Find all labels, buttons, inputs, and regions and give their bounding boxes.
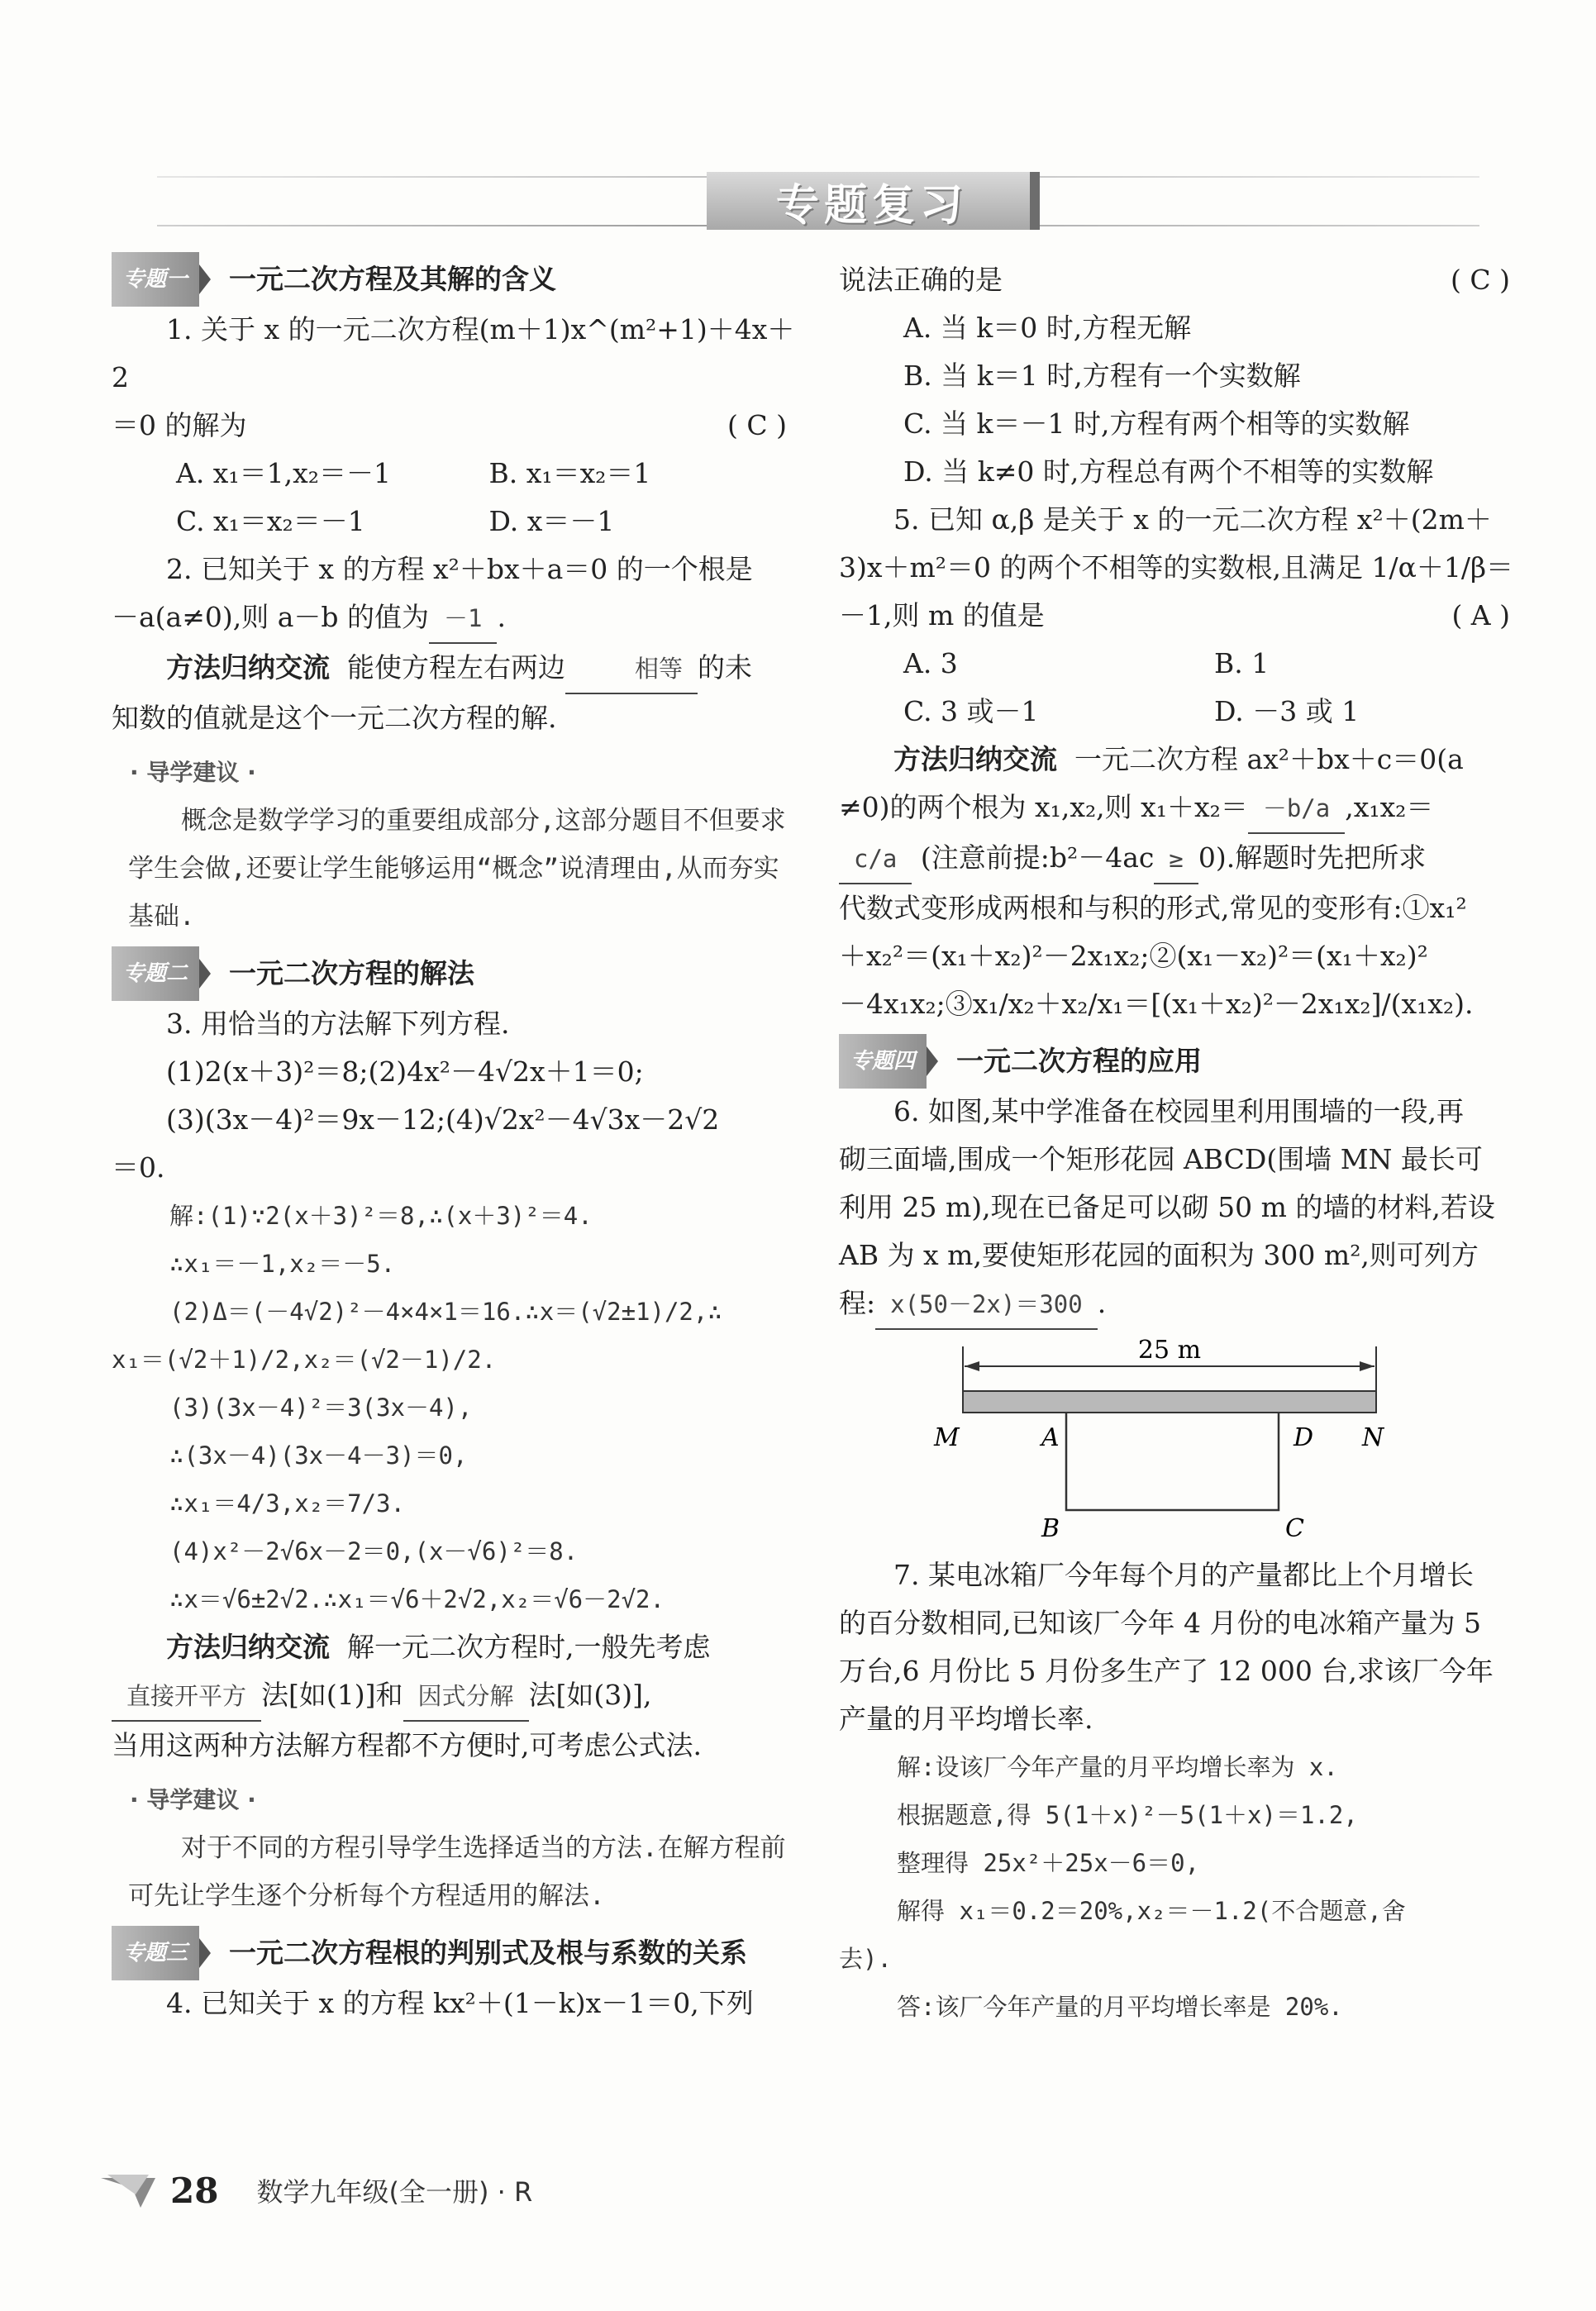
method-2-line2: 直接开平方 法[如(1)]和 因式分解 法[如(3)], [112, 1671, 802, 1722]
method-3-line3: c/a (注意前提:b²－4ac ≥ 0).解题时先把所求 [839, 834, 1525, 884]
topic-title: 一元二次方程及其解的含义 [229, 263, 557, 295]
method-1-line2: 知数的值就是这个一元二次方程的解. [112, 702, 557, 734]
garden-rect [1066, 1413, 1279, 1510]
method-3-fill-product: c/a [839, 835, 912, 884]
topic-title: 一元二次方程的应用 [956, 1045, 1203, 1077]
q3-eq-3: ＝0. [112, 1151, 165, 1184]
q5-options-cd [839, 688, 1525, 736]
topic-arrow-icon [199, 264, 211, 294]
q7-solution-line: 解得 x₁＝0.2＝20%,x₂＝－1.2(不合题意,舍 [897, 1897, 1406, 1925]
q4-option-b: B. 当 k＝1 时,方程有一个实数解 [903, 360, 1301, 392]
topic-2-heading [112, 952, 802, 995]
q4-stem-2: 说法正确的是 ( C ) [839, 256, 1525, 304]
q6-stem: 6. 如图,某中学准备在校园里利用围墙的一段,再 [893, 1095, 1464, 1127]
page-footer [99, 2170, 532, 2211]
topic-arrow-icon [199, 1938, 211, 1968]
topic-4-heading [839, 1040, 1525, 1083]
q4-option-a: A. 当 k＝0 时,方程无解 [903, 312, 1192, 344]
q2-fill-answer: －1 [429, 594, 497, 644]
q1-option-c: C. x₁＝x₂＝－1 [176, 505, 365, 537]
method-1: 方法归纳交流 能使方程左右两边 相等 的未 [112, 644, 802, 694]
q6-stem-5: 程: x(50－2x)＝300 . [839, 1279, 1525, 1330]
q6-stem-3: 利用 25 m),现在已备足可以砌 50 m 的墙的材料,若设 [839, 1191, 1495, 1223]
dim-arrow-right-icon [1360, 1361, 1374, 1371]
q5-stem-3: －1,则 m 的值是 ( A ) [839, 592, 1525, 640]
q5-answer: ( A ) [1451, 599, 1510, 631]
topic-tag: 专题二 [112, 946, 199, 1001]
q6-fill-answer: x(50－2x)＝300 [875, 1280, 1098, 1330]
q7-solution-line: 答:该厂今年产量的月平均增长率是 20%. [897, 1993, 1343, 2021]
label-a: A [1041, 1423, 1060, 1452]
q1-option-a: A. x₁＝1,x₂＝－1 [176, 457, 391, 489]
q7-stem-3: 万台,6 月份比 5 月份多生产了 12 000 台,求该厂今年 [839, 1655, 1494, 1687]
q7-stem-4: 产量的月平均增长率. [839, 1703, 1093, 1735]
method-2: 方法归纳交流 解一元二次方程时,一般先考虑 [166, 1631, 711, 1663]
right-column [839, 256, 1525, 2031]
q7-solution-line: 解:设该厂今年产量的月平均增长率为 x. [897, 1753, 1338, 1781]
topic-3-heading [112, 1932, 802, 1975]
q1-stem: 1. 关于 x 的一元二次方程(m＋1)x^(m²+1)＋4x＋2 [112, 313, 795, 393]
section-banner: 专题复习 [707, 172, 1037, 230]
method-3-fill-sum: －b/a [1248, 784, 1345, 834]
q5-option-a: A. 3 [903, 647, 958, 679]
q3-solution-line: x₁＝(√2＋1)/2,x₂＝(√2－1)/2. [112, 1346, 497, 1374]
q3-eq-1: (1)2(x＋3)²＝8;(2)4x²－4√2x＋1＝0; [166, 1055, 644, 1088]
method-2-line3: 当用这两种方法解方程都不方便时,可考虑公式法. [112, 1729, 702, 1761]
q1-answer: ( C ) [727, 409, 787, 441]
dim-label: 25 m [1137, 1338, 1202, 1365]
guide-2-text: 对于不同的方程引导学生选择适当的方法.在解方程前可先让学生逐个分析每个方程适用的解法. [128, 1833, 786, 1911]
q3-solution-line: 解:(1)∵2(x＋3)²＝8,∴(x＋3)²＝4. [169, 1202, 593, 1230]
q7-solution-line: 去). [839, 1945, 892, 1973]
label-n: N [1362, 1423, 1384, 1452]
q4-answer: ( C ) [1451, 264, 1510, 296]
method-label: 方法归纳交流 [893, 743, 1057, 775]
label-b: B [1041, 1514, 1060, 1543]
q5-option-b: B. 1 [1214, 647, 1270, 679]
q1-options-cd [112, 498, 802, 546]
left-column [112, 256, 802, 2027]
q1-stem-2: ＝0 的解为 ( C ) [112, 402, 802, 450]
guide-1-text: 概念是数学学习的重要组成部分,这部分题目不但要求学生会做,还要让学生能够运用“概念”说清理由,从而夯实基础. [128, 806, 786, 932]
label-d: D [1293, 1423, 1314, 1452]
garden-figure [839, 1338, 1525, 1545]
q4-stem: 4. 已知关于 x 的方程 kx²＋(1－k)x－1＝0,下列 [166, 1987, 754, 2019]
q3-solution-line: ∴x₁＝－1,x₂＝－5. [169, 1250, 396, 1278]
q5-stem-2: 3)x＋m²＝0 的两个不相等的实数根,且满足 1/α＋1/β＝ [839, 551, 1514, 584]
q3-solution-line: ∴(3x－4)(3x－4－3)＝0, [169, 1441, 468, 1470]
guide-1-heading: · 导学建议 · [130, 759, 256, 786]
q4-option-c: C. 当 k＝－1 时,方程有两个相等的实数解 [903, 407, 1410, 440]
label-m: M [934, 1423, 960, 1452]
topic-tag: 专题四 [839, 1034, 927, 1089]
topic-title: 一元二次方程根的判别式及根与系数的关系 [229, 1937, 748, 1969]
q7-stem-2: 的百分数相同,已知该厂今年 4 月份的电冰箱产量为 5 [839, 1607, 1481, 1639]
q2-stem-2: －a(a≠0),则 a－b 的值为 －1 . [112, 593, 802, 644]
method-3: 方法归纳交流 一元二次方程 ax²＋bx＋c＝0(a [893, 743, 1464, 775]
q5-option-d: D. －3 或 1 [1214, 695, 1360, 727]
q3-stem: 3. 用恰当的方法解下列方程. [166, 1008, 510, 1040]
q1-options-ab [112, 450, 802, 498]
method-3-line6: －4x₁x₂;③x₁/x₂＋x₂/x₁＝[(x₁＋x₂)²－2x₁x₂]/(x₁x₂). [839, 988, 1474, 1020]
method-label: 方法归纳交流 [166, 651, 330, 684]
method-label: 方法归纳交流 [166, 1631, 330, 1663]
banner-accent [1030, 172, 1040, 230]
method-3-line4: 代数式变形成两根和与积的形式,常见的变形有:①x₁² [839, 892, 1467, 924]
q7-stem: 7. 某电冰箱厂今年每个月的产量都比上个月增长 [893, 1559, 1474, 1591]
topic-arrow-icon [199, 959, 211, 989]
method-1-fill: 相等 [565, 645, 698, 694]
q3-solution-line: (2)Δ＝(－4√2)²－4×4×1＝16.∴x＝(√2±1)/2,∴ [169, 1298, 722, 1326]
topic-tag: 专题一 [112, 252, 199, 307]
topic-1-heading [112, 258, 802, 301]
garden-figure-svg [839, 1338, 1525, 1545]
q1-option-b: B. x₁＝x₂＝1 [488, 457, 651, 489]
q2-stem: 2. 已知关于 x 的方程 x²＋bx＋a＝0 的一个根是 [166, 553, 753, 585]
q5-stem: 5. 已知 α,β 是关于 x 的一元二次方程 x²＋(2m＋ [893, 503, 1492, 536]
q3-solution-line: ∴x＝√6±2√2.∴x₁＝√6＋2√2,x₂＝√6－2√2. [169, 1585, 665, 1613]
q7-solution-line: 整理得 25x²＋25x－6＝0, [897, 1849, 1200, 1877]
method-3-line5: ＋x₂²＝(x₁＋x₂)²－2x₁x₂;②(x₁－x₂)²＝(x₁＋x₂)² [839, 940, 1428, 972]
q4-option-d: D. 当 k≠0 时,方程总有两个不相等的实数解 [903, 455, 1434, 488]
method-3-line2: ≠0)的两个根为 x₁,x₂,则 x₁＋x₂＝ －b/a ,x₁x₂＝ [839, 784, 1525, 834]
q6-stem-2: 砌三面墙,围成一个矩形花园 ABCD(围墙 MN 最长可 [839, 1143, 1483, 1175]
q3-eq-2: (3)(3x－4)²＝9x－12;(4)√2x²－4√3x－2√2 [166, 1103, 720, 1136]
q6-stem-4: AB 为 x m,要使矩形花园的面积为 300 m²,则可列方 [839, 1239, 1479, 1271]
method-3-fill-discriminant: ≥ [1154, 835, 1198, 884]
wall-mn [963, 1391, 1376, 1413]
q3-solution-line: (4)x²－2√6x－2＝0,(x－√6)²＝8. [169, 1537, 579, 1565]
topic-title: 一元二次方程的解法 [229, 957, 475, 989]
guide-2-heading: · 导学建议 · [130, 1786, 256, 1813]
topic-tag: 专题三 [112, 1926, 199, 1980]
q1-option-d: D. x＝－1 [488, 505, 615, 537]
method-2-fill-1: 直接开平方 [112, 1672, 261, 1722]
corner-arrow-icon [99, 2170, 157, 2211]
label-c: C [1285, 1514, 1304, 1543]
book-title: 数学九年级(全一册) · R [256, 2176, 533, 2208]
q3-solution-line: ∴x₁＝4/3,x₂＝7/3. [169, 1489, 405, 1518]
page-number: 28 [170, 2170, 219, 2211]
topic-arrow-icon [927, 1046, 938, 1076]
dim-arrow-left-icon [965, 1361, 979, 1371]
q3-solution-line: (3)(3x－4)²＝3(3x－4), [169, 1394, 473, 1422]
q5-option-c: C. 3 或－1 [903, 695, 1039, 727]
q5-options-ab [839, 640, 1525, 688]
q7-solution-line: 根据题意,得 5(1＋x)²－5(1＋x)＝1.2, [897, 1801, 1358, 1829]
method-2-fill-2: 因式分解 [403, 1672, 529, 1722]
